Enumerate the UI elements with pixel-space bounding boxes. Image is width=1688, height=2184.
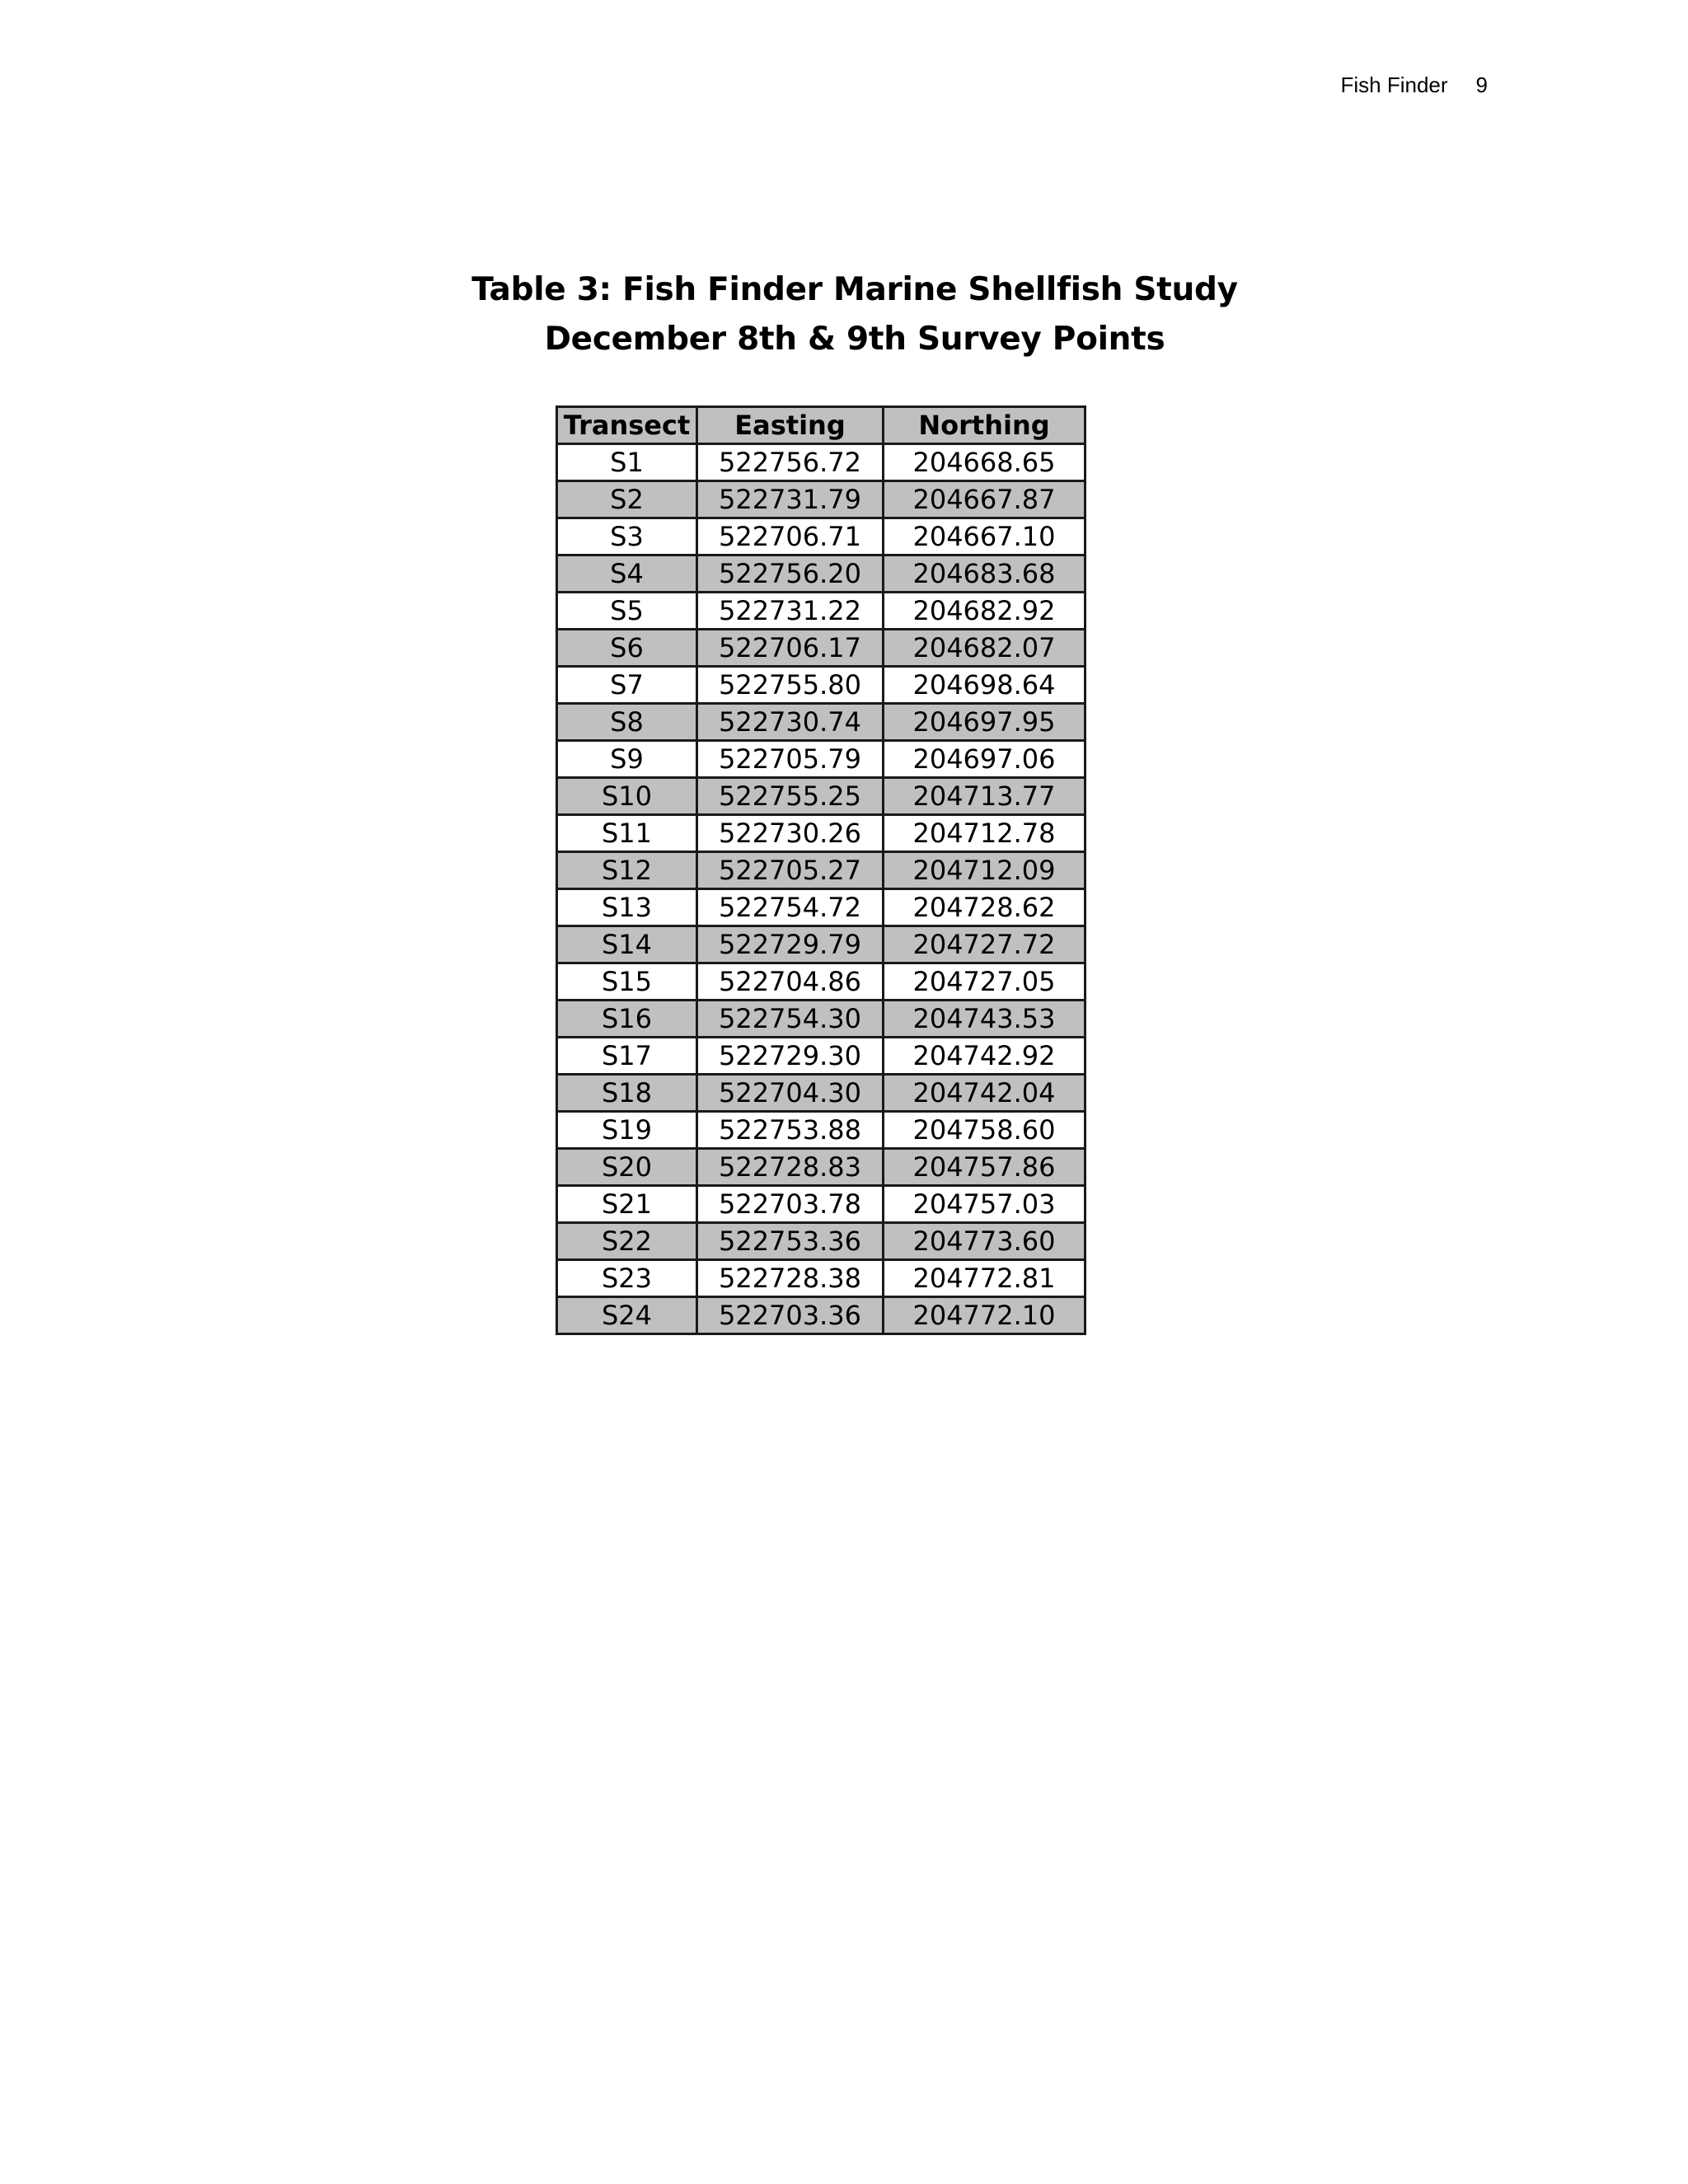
northing-cell: 204668.65 xyxy=(884,444,1085,481)
easting-cell: 522729.30 xyxy=(697,1038,884,1075)
northing-cell: 204682.07 xyxy=(884,630,1085,667)
northing-cell: 204697.95 xyxy=(884,704,1085,741)
easting-cell: 522704.30 xyxy=(697,1075,884,1112)
transect-cell: S20 xyxy=(557,1149,697,1186)
transect-cell: S13 xyxy=(557,889,697,926)
northing-cell: 204667.87 xyxy=(884,481,1085,518)
table-row xyxy=(557,889,1085,926)
northing-cell: 204772.81 xyxy=(884,1260,1085,1297)
transect-cell: S15 xyxy=(557,963,697,1001)
table-row xyxy=(557,555,1085,593)
table-row xyxy=(557,704,1085,741)
table-row xyxy=(557,926,1085,963)
easting-cell: 522703.78 xyxy=(697,1186,884,1223)
table-row xyxy=(557,1186,1085,1223)
easting-cell: 522756.20 xyxy=(697,555,884,593)
table-header-row xyxy=(557,407,1085,444)
easting-cell: 522754.30 xyxy=(697,1001,884,1038)
transect-cell: S22 xyxy=(557,1223,697,1260)
easting-cell: 522731.22 xyxy=(697,593,884,630)
northing-cell: 204772.10 xyxy=(884,1297,1085,1334)
northing-cell: 204683.68 xyxy=(884,555,1085,593)
table-row xyxy=(557,815,1085,852)
transect-cell: S14 xyxy=(557,926,697,963)
easting-cell: 522753.36 xyxy=(697,1223,884,1260)
table-row xyxy=(557,630,1085,667)
table-body xyxy=(557,444,1085,1334)
easting-cell: 522756.72 xyxy=(697,444,884,481)
northing-cell: 204713.77 xyxy=(884,778,1085,815)
northing-cell: 204757.86 xyxy=(884,1149,1085,1186)
northing-cell: 204743.53 xyxy=(884,1001,1085,1038)
northing-cell: 204667.10 xyxy=(884,518,1085,555)
easting-cell: 522705.79 xyxy=(697,741,884,778)
easting-cell: 522753.88 xyxy=(697,1112,884,1149)
easting-cell: 522755.80 xyxy=(697,667,884,704)
table-title: Table 3: Fish Finder Marine Shellfish Study xyxy=(471,271,1238,308)
page-number: 9 xyxy=(1475,73,1488,97)
northing-cell: 204712.78 xyxy=(884,815,1085,852)
transect-cell: S16 xyxy=(557,1001,697,1038)
northing-cell: 204697.06 xyxy=(884,741,1085,778)
table-row xyxy=(557,1297,1085,1334)
northing-cell: 204758.60 xyxy=(884,1112,1085,1149)
column-header-transect: Transect xyxy=(557,407,697,444)
transect-cell: S7 xyxy=(557,667,697,704)
northing-cell: 204727.05 xyxy=(884,963,1085,1001)
transect-cell: S10 xyxy=(557,778,697,815)
transect-cell: S9 xyxy=(557,741,697,778)
easting-cell: 522729.79 xyxy=(697,926,884,963)
table-row xyxy=(557,667,1085,704)
transect-cell: S5 xyxy=(557,593,697,630)
transect-cell: S8 xyxy=(557,704,697,741)
table-row xyxy=(557,1075,1085,1112)
easting-cell: 522754.72 xyxy=(697,889,884,926)
northing-cell: 204757.03 xyxy=(884,1186,1085,1223)
northing-cell: 204742.04 xyxy=(884,1075,1085,1112)
table-row xyxy=(557,481,1085,518)
northing-cell: 204682.92 xyxy=(884,593,1085,630)
transect-cell: S21 xyxy=(557,1186,697,1223)
northing-cell: 204742.92 xyxy=(884,1038,1085,1075)
table-row xyxy=(557,444,1085,481)
easting-cell: 522730.74 xyxy=(697,704,884,741)
transect-cell: S1 xyxy=(557,444,697,481)
table-row xyxy=(557,1038,1085,1075)
transect-cell: S23 xyxy=(557,1260,697,1297)
column-header-easting: Easting xyxy=(697,407,884,444)
table-caption xyxy=(0,265,1688,364)
table-row xyxy=(557,1223,1085,1260)
easting-cell: 522730.26 xyxy=(697,815,884,852)
easting-cell: 522704.86 xyxy=(697,963,884,1001)
transect-cell: S18 xyxy=(557,1075,697,1112)
northing-cell: 204698.64 xyxy=(884,667,1085,704)
table-row xyxy=(557,518,1085,555)
transect-cell: S12 xyxy=(557,852,697,889)
transect-cell: S3 xyxy=(557,518,697,555)
easting-cell: 522728.38 xyxy=(697,1260,884,1297)
transect-cell: S17 xyxy=(557,1038,697,1075)
table-row xyxy=(557,593,1085,630)
table-row xyxy=(557,1260,1085,1297)
survey-points-table xyxy=(556,405,1086,1335)
table-row xyxy=(557,1001,1085,1038)
table-row xyxy=(557,963,1085,1001)
northing-cell: 204712.09 xyxy=(884,852,1085,889)
easting-cell: 522755.25 xyxy=(697,778,884,815)
easting-cell: 522703.36 xyxy=(697,1297,884,1334)
northing-cell: 204727.72 xyxy=(884,926,1085,963)
table-row xyxy=(557,852,1085,889)
easting-cell: 522705.27 xyxy=(697,852,884,889)
table-row xyxy=(557,1149,1085,1186)
transect-cell: S11 xyxy=(557,815,697,852)
running-title: Fish Finder xyxy=(1340,73,1448,97)
transect-cell: S24 xyxy=(557,1297,697,1334)
northing-cell: 204728.62 xyxy=(884,889,1085,926)
transect-cell: S19 xyxy=(557,1112,697,1149)
easting-cell: 522731.79 xyxy=(697,481,884,518)
table-subtitle: December 8th & 9th Survey Points xyxy=(544,321,1165,358)
transect-cell: S2 xyxy=(557,481,697,518)
northing-cell: 204773.60 xyxy=(884,1223,1085,1260)
table-row xyxy=(557,778,1085,815)
running-header xyxy=(1340,73,1488,98)
table-row xyxy=(557,1112,1085,1149)
transect-cell: S6 xyxy=(557,630,697,667)
column-header-northing: Northing xyxy=(884,407,1085,444)
easting-cell: 522706.71 xyxy=(697,518,884,555)
easting-cell: 522728.83 xyxy=(697,1149,884,1186)
table-row xyxy=(557,741,1085,778)
transect-cell: S4 xyxy=(557,555,697,593)
easting-cell: 522706.17 xyxy=(697,630,884,667)
